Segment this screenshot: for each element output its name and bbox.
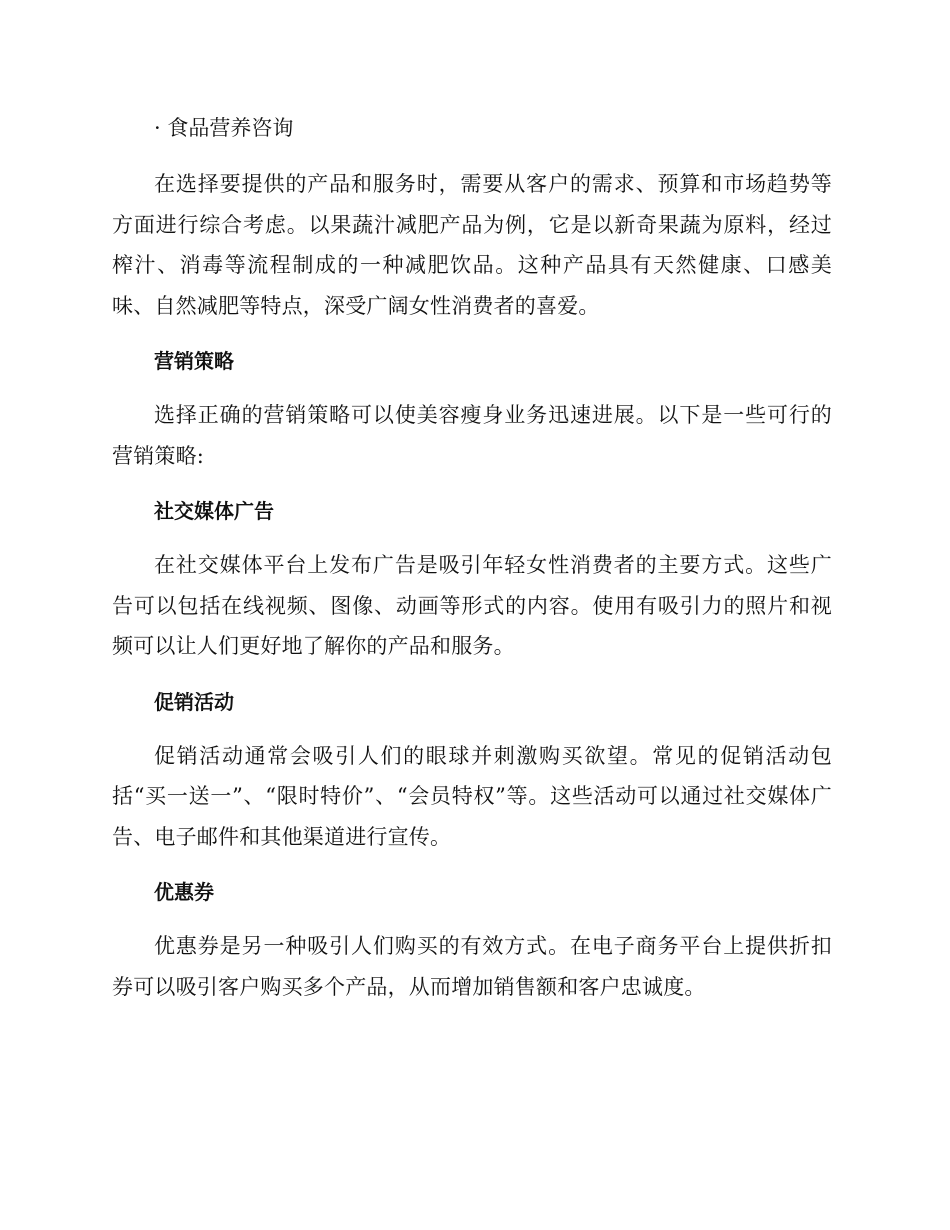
paragraph-marketing-strategy: 选择正确的营销策略可以使美容瘦身业务迅速进展。以下是一些可行的营销策略: — [112, 403, 832, 468]
heading-promotions: 促销活动 — [154, 689, 234, 714]
paragraph-products: 在选择要提供的产品和服务时，需要从客户的需求、预算和市场趋势等方面进行综合考虑。以果蔬汁减肥产品为例，它是以新奇果蔬为原料，经过榨汁、消毒等流程制成的一种减肥饮品。这种产品具有天然健康、口感美味、自然减肥等特点，深受广阔女性消费者的喜爱。 — [112, 172, 832, 318]
paragraph-coupons: 优惠券是另一种吸引人们购买的有效方式。在电子商务平台上提供折扣券可以吸引客户购买多个产品，从而增加销售额和客户忠诚度。 — [112, 934, 832, 999]
paragraph-social-media-ads: 在社交媒体平台上发布广告是吸引年轻女性消费者的主要方式。这些广告可以包括在线视频、图像、动画等形式的内容。使用有吸引力的照片和视频可以让人们更好地了解你的产品和服务。 — [112, 553, 832, 658]
document-body — [112, 108, 832, 1022]
heading-social-media-ads: 社交媒体广告 — [154, 499, 274, 523]
heading-coupons: 优惠券 — [154, 880, 214, 904]
bullet-item: · 食品营养咨询 — [154, 116, 294, 140]
heading-marketing-strategy: 营销策略 — [154, 349, 234, 373]
paragraph-promotions: 促销活动通常会吸引人们的眼球并刺激购买欲望。常见的促销活动包括“买一送一”、“限时特价”、“会员特权”等。这些活动可以通过社交媒体广告、电子邮件和其他渠道进行宣传。 — [112, 743, 832, 849]
